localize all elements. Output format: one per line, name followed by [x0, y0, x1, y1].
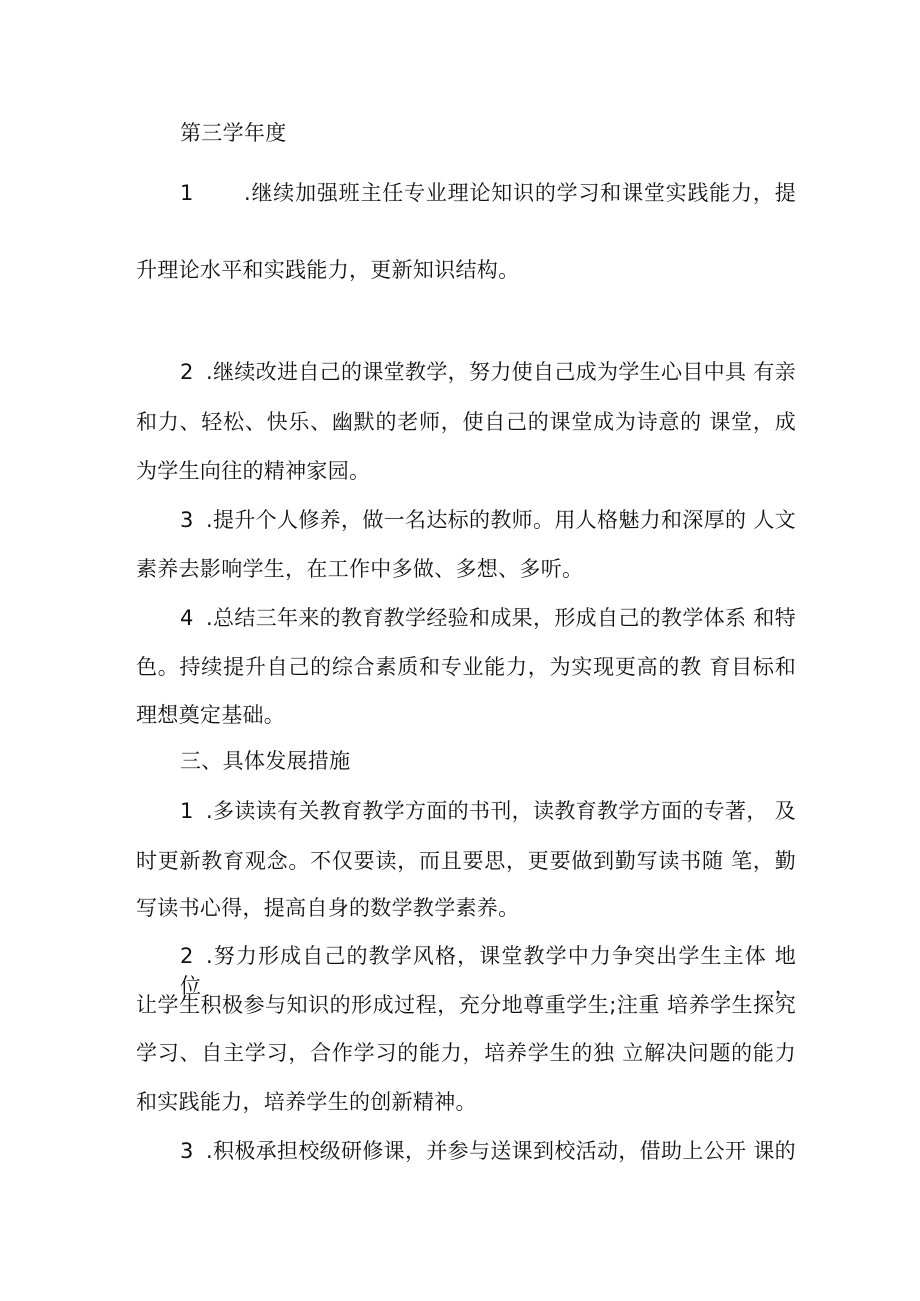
item-2-line-2: 和力、轻松、快乐、幽默的老师，使自己的课堂成为诗意的 课堂，成 [136, 410, 796, 434]
item-4-line-2: 色。持续提升自己的综合素质和专业能力，为实现更高的教 育目标和 [136, 655, 796, 679]
item-2-line-3: 为学生向往的精神家园。 [136, 459, 371, 483]
measure-3-number: 3 [180, 1139, 194, 1163]
measure-2-text-1: .努力形成自己的教学风格，课堂教学中力争突出学生主体 地位， [180, 944, 796, 998]
measure-2-line-1 [180, 941, 796, 998]
item-1-line-2: 升理论水平和实践能力，更新知识结构。 [136, 258, 520, 282]
measure-2-line-2: 让学生积极参与知识的形成过程，充分地尊重学生;注重 培养学生探究 [136, 993, 796, 1017]
item-2-text-1: .继续改进自己的课堂教学，努力使自己成为学生心目中具 有亲 [206, 360, 796, 384]
item-3-line-1 [180, 505, 796, 535]
item-1-text-1: .继续加强班主任专业理论知识的学习和课堂实践能力，提 [244, 181, 796, 205]
measure-1-text-1: .多读读有关教育教学方面的书刊，读教育教学方面的专著， 及 [206, 799, 796, 823]
heading-third-year: 第三学年度 [180, 121, 287, 145]
measure-1-line-3: 写读书心得，提高自身的数学教学素养。 [136, 896, 520, 920]
item-4-line-3: 理想奠定基础。 [136, 703, 286, 727]
item-4-text-1: .总结三年来的教育教学经验和成果，形成自己的教学体系 和特 [206, 606, 796, 630]
section-3-heading: 三、具体发展措施 [180, 749, 351, 773]
item-3-line-2: 素养去影响学生，在工作中多做、多想、多听。 [136, 557, 584, 581]
measure-2-number: 2 [180, 944, 194, 968]
item-3-text-1: .提升个人修养，做一名达标的教师。用人格魅力和深厚的 人文 [206, 508, 796, 532]
measure-3-text-1: .积极承担校级研修课，并参与送课到校活动，借助上公开 课的 [206, 1139, 796, 1163]
item-1-number: 1 [180, 181, 194, 205]
item-1-line-1 [180, 178, 796, 208]
measure-1-number: 1 [180, 799, 194, 823]
measure-1-line-2: 时更新教育观念。不仅要读，而且要思，更要做到勤写读书随 笔，勤 [136, 849, 796, 873]
measure-3-line-1 [180, 1136, 796, 1166]
measure-1-line-1 [180, 796, 796, 826]
item-3-number: 3 [180, 508, 194, 532]
item-4-line-1 [180, 603, 796, 633]
measure-2-line-4: 和实践能力，培养学生的创新精神。 [136, 1090, 477, 1114]
measure-2-line-3: 学习、自主学习，合作学习的能力，培养学生的独 立解决问题的能力 [136, 1041, 796, 1065]
item-4-number: 4 [180, 606, 194, 630]
item-2-number: 2 [180, 360, 194, 384]
item-2-line-1 [180, 357, 796, 387]
